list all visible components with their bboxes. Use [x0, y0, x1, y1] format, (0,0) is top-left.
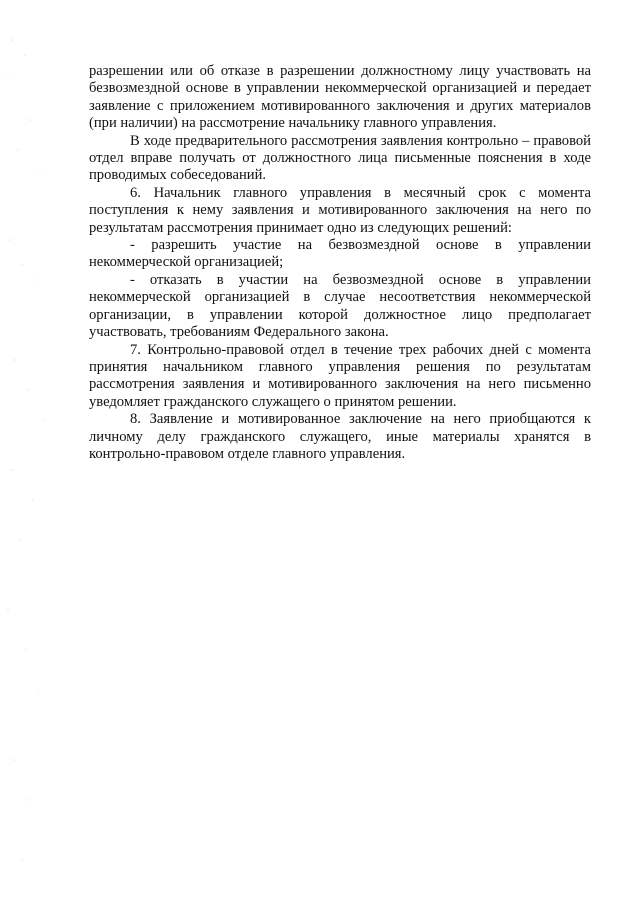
paragraph-preliminary-review: В ходе предварительного рассмотрения заявления контрольно – правовой отдел вправе получать от должностного лица письменные пояснения в ходе проводимых собеседований. — [89, 132, 591, 184]
paragraph-item-7: 7. Контрольно-правовой отдел в течение трех рабочих дней с момента принятия начальником главного управления решения по результатам рассмотрения заявления и мотивированного заключения на него письменно уведомляет гражданского служащего о принятом решении. — [89, 341, 591, 410]
paragraph-permit-option: - разрешить участие на безвозмездной основе в управлении некоммерческой организацией; — [89, 237, 591, 271]
document-body — [89, 63, 591, 463]
paragraph-item-6: 6. Начальник главного управления в месячный срок с момента поступления к нему заявления и мотивированного заключения на него по результатам рассмотрения принимает одно из следующих решений: — [89, 184, 591, 236]
scan-noise — [0, 0, 80, 905]
paragraph-continuation: разрешении или об отказе в разрешении должностному лицу участвовать на безвозмездной основе в управлении некоммерческой организацией и передает заявление с приложением мотивированного заключения и других материалов (при наличии) на рассмотрение начальнику главного управления. — [89, 63, 591, 132]
paragraph-refuse-option: - отказать в участии на безвозмездной основе в управлении некоммерческой организацией в случае несоответствия некоммерческой организации, в управлении которой должностное лицо предполагает участвовать, требованиям Федерального закона. — [89, 271, 591, 341]
paragraph-item-8: 8. Заявление и мотивированное заключение на него приобщаются к личному делу гражданского служащего, иные материалы хранятся в контрольно-правовом отделе главного управления. — [89, 411, 591, 462]
